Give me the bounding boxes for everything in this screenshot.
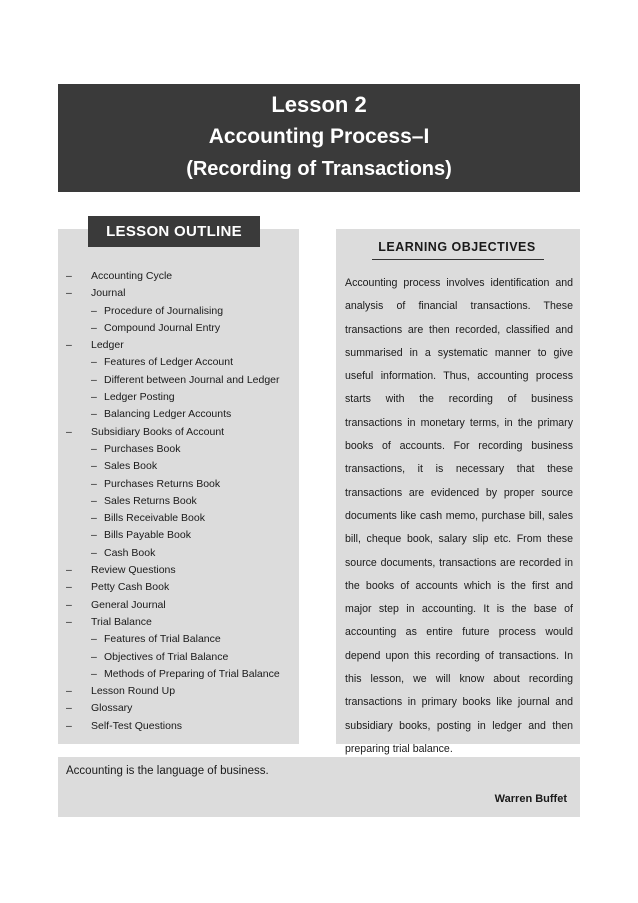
outline-item xyxy=(66,493,296,510)
outline-item-label: Different between Journal and Ledger xyxy=(104,373,280,386)
outline-item xyxy=(66,354,296,371)
outline-item xyxy=(66,700,296,717)
outline-bullet: – xyxy=(91,529,97,542)
outline-item-label: Petty Cash Book xyxy=(91,581,170,594)
outline-item-label: General Journal xyxy=(91,598,166,611)
outline-bullet: – xyxy=(91,477,97,490)
outline-bullet: – xyxy=(91,546,97,559)
outline-item xyxy=(66,510,296,527)
outline-item-label: Features of Trial Balance xyxy=(104,633,221,646)
outline-item xyxy=(66,458,296,475)
outline-item-label: Accounting Cycle xyxy=(91,270,173,282)
outline-item-label: Bills Payable Book xyxy=(104,529,191,542)
outline-item-label: Sales Returns Book xyxy=(104,494,197,507)
outline-item xyxy=(66,337,296,354)
heading-underline xyxy=(372,259,544,260)
outline-item xyxy=(66,320,296,337)
outline-bullet: – xyxy=(66,564,72,577)
outline-item xyxy=(66,303,296,320)
outline-item-label: Sales Book xyxy=(104,460,158,473)
outline-bullet: – xyxy=(66,702,72,715)
outline-item xyxy=(66,597,296,614)
outline-item-label: Self-Test Questions xyxy=(91,719,183,732)
outline-item xyxy=(66,285,296,302)
outline-item-label: Review Questions xyxy=(91,564,176,577)
outline-bullet: – xyxy=(66,339,72,352)
learning-objectives-heading: LEARNING OBJECTIVES xyxy=(378,240,536,254)
outline-item-label: Procedure of Journalising xyxy=(104,304,224,317)
outline-item xyxy=(66,666,296,683)
outline-item xyxy=(66,389,296,406)
outline-item xyxy=(66,631,296,648)
outline-item-label: Bills Receivable Book xyxy=(104,512,205,525)
outline-item-label: Glossary xyxy=(91,702,133,715)
outline-item xyxy=(66,683,296,700)
outline-item-label: Methods of Preparing of Trial Balance xyxy=(104,667,280,680)
outline-bullet: – xyxy=(66,685,72,698)
lesson-outline-heading: LESSON OUTLINE xyxy=(88,216,260,247)
lesson-header xyxy=(58,84,580,192)
outline-item xyxy=(66,268,296,285)
outline-bullet: – xyxy=(91,633,97,646)
outline-bullet: – xyxy=(66,287,72,300)
quote-text: Accounting is the language of business. xyxy=(66,765,269,777)
lesson-outline-list xyxy=(66,268,296,735)
outline-item-label: Purchases Book xyxy=(104,442,181,455)
outline-item-label: Cash Book xyxy=(104,546,156,559)
outline-item-label: Trial Balance xyxy=(91,615,152,628)
outline-bullet: – xyxy=(91,321,97,334)
lesson-title: Accounting Process–I xyxy=(208,125,430,148)
outline-item-label: Features of Ledger Account xyxy=(104,356,233,369)
quote-author: Warren Buffet xyxy=(494,793,567,805)
outline-bullet: – xyxy=(91,304,97,317)
outline-item xyxy=(66,527,296,544)
outline-bullet: – xyxy=(91,356,97,369)
lesson-number: Lesson 2 xyxy=(271,92,367,117)
outline-item-label: Compound Journal Entry xyxy=(104,321,221,334)
outline-item xyxy=(66,579,296,596)
lesson-subtitle: (Recording of Transactions) xyxy=(186,158,452,180)
outline-bullet: – xyxy=(66,581,72,594)
outline-bullet: – xyxy=(91,650,97,663)
outline-bullet: – xyxy=(91,408,97,421)
outline-bullet: – xyxy=(91,460,97,473)
outline-item-label: Objectives of Trial Balance xyxy=(104,650,229,663)
outline-bullet: – xyxy=(66,719,72,732)
outline-bullet: – xyxy=(66,425,72,438)
outline-item-label: Purchases Returns Book xyxy=(104,477,221,490)
outline-item xyxy=(66,441,296,458)
outline-item xyxy=(66,718,296,735)
outline-item xyxy=(66,476,296,493)
outline-bullet: – xyxy=(91,512,97,525)
outline-item-label: Journal xyxy=(91,287,126,300)
outline-item xyxy=(66,372,296,389)
outline-item xyxy=(66,562,296,579)
outline-item xyxy=(66,424,296,441)
outline-bullet: – xyxy=(91,494,97,507)
outline-bullet: – xyxy=(91,442,97,455)
outline-item xyxy=(66,406,296,423)
outline-item-label: Balancing Ledger Accounts xyxy=(104,408,232,421)
outline-item xyxy=(66,614,296,631)
outline-item xyxy=(66,545,296,562)
learning-objectives-text: Accounting process involves identification and analysis of financial transactions. These transactions are then recorded, classified and summarised in a systematic manner to give useful information. Thus, accounting process starts with the recording of business transactions in monetary terms, in the primary books of accounts. For recording business transactions, it is necessary that these transactions are evidenced by proper source documents like cash memo, purchase bill, sales bill, cheque book, salary slip etc. From these source documents, transactions are recorded in the books of accounts which is the first and major step in accounting. It is the base of accounting as entire future process would depend upon this recording of transactions. In this lesson, we will know about recording transactions in primary books like journal and subsidiary books, posting in ledger and then preparing trial balance. xyxy=(345,277,573,755)
outline-bullet: – xyxy=(66,270,72,282)
outline-item-label: Subsidiary Books of Account xyxy=(91,425,225,438)
outline-item-label: Lesson Round Up xyxy=(91,685,176,698)
outline-bullet: – xyxy=(66,598,72,611)
outline-bullet: – xyxy=(66,615,72,628)
outline-item xyxy=(66,649,296,666)
outline-item-label: Ledger xyxy=(91,339,124,352)
outline-bullet: – xyxy=(91,373,97,386)
outline-bullet: – xyxy=(91,667,97,680)
outline-bullet: – xyxy=(91,391,97,404)
outline-item-label: Ledger Posting xyxy=(104,391,175,404)
